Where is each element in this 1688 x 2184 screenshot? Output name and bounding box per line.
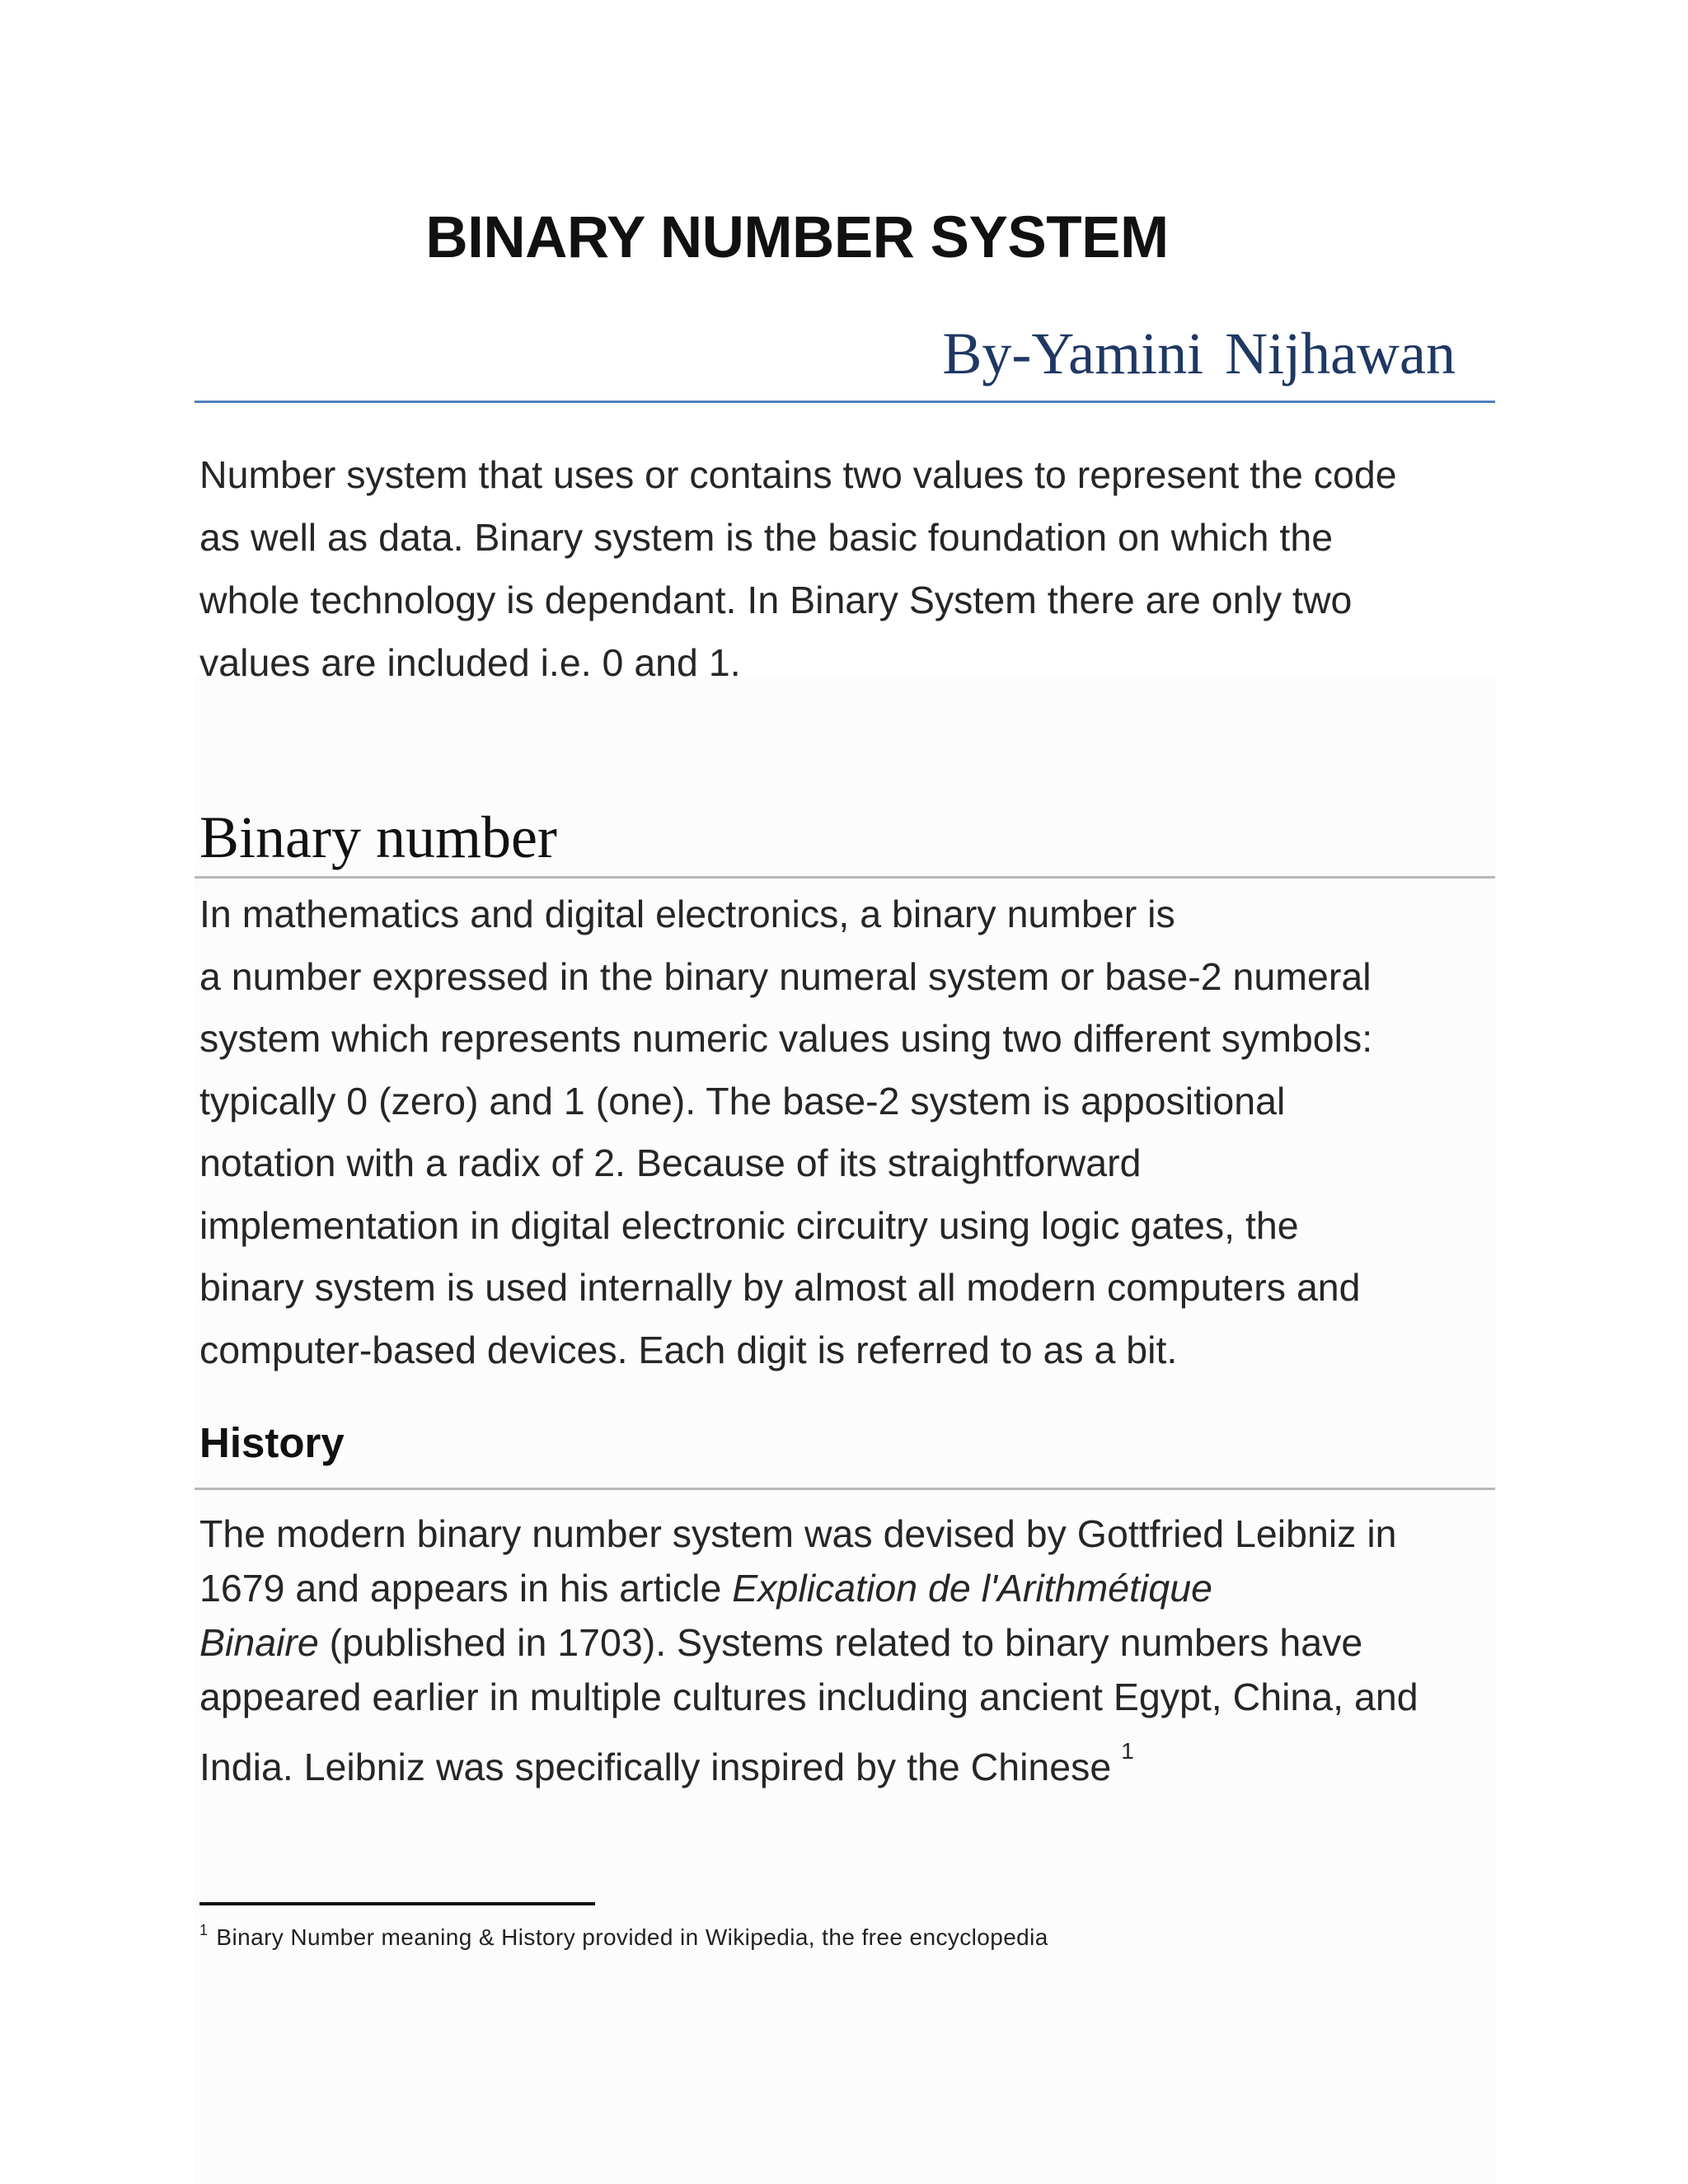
binary-line: notation with a radix of 2. Because of its straightforward [199, 1141, 1142, 1184]
footnote-separator [199, 1902, 595, 1905]
intro-line: values are included i.e. 0 and 1. [199, 641, 741, 684]
binary-line: In mathematics and digital electronics, a binary number is [199, 893, 1175, 935]
history-heading-divider [195, 1488, 1495, 1490]
history-line [199, 1561, 1418, 1615]
footnote-text: Binary Number meaning & History provided in Wikipedia, the free encyclopedia [216, 1924, 1048, 1950]
article-title-cont: Binaire [199, 1621, 319, 1664]
history-heading: History [199, 1419, 345, 1466]
binary-line: system which represents numeric values using two different symbols: [199, 1017, 1373, 1060]
intro-line: whole technology is dependant. In Binary System there are only two [199, 579, 1353, 621]
author-byline: By-Yamini Nijhawan [942, 321, 1456, 387]
footnote [199, 1922, 1048, 1951]
binary-line: a number expressed in the binary numeral system or base-2 numeral [199, 954, 1372, 998]
binary-number-paragraph [199, 883, 1372, 1381]
intro-line: Number system that uses or contains two values to represent the code [199, 453, 1397, 496]
intro-paragraph [199, 443, 1397, 694]
history-line [199, 1615, 1418, 1670]
history-text: India. Leibniz was specifically inspired by the Chinese [199, 1746, 1112, 1788]
intro-line: as well as data. Binary system is the basic foundation on which the [199, 516, 1334, 559]
document-title: BINARY NUMBER SYSTEM [425, 205, 1169, 270]
binary-number-heading: Binary number [199, 804, 557, 870]
footnote-reference[interactable]: 1 [1121, 1738, 1134, 1764]
binary-line: implementation in digital electronic circuitry using logic gates, the [199, 1203, 1299, 1247]
history-text: (published in 1703). Systems related to binary numbers have [318, 1621, 1363, 1664]
history-text: 1679 and appears in his article [199, 1567, 733, 1610]
binary-line: computer-based devices. Each digit is referred to as a bit. [199, 1328, 1178, 1371]
history-line [199, 1724, 1418, 1794]
history-paragraph [199, 1507, 1418, 1794]
binary-line: typically 0 (zero) and 1 (one). The base-2 system is appositional [199, 1079, 1286, 1122]
title-divider [195, 401, 1495, 403]
binary-heading-divider [195, 876, 1495, 879]
history-line: appeared earlier in multiple cultures including ancient Egypt, China, and [199, 1675, 1418, 1718]
footnote-number: 1 [199, 1922, 209, 1938]
history-line: The modern binary number system was devised by Gottfried Leibniz in [199, 1512, 1397, 1555]
binary-line: binary system is used internally by almost all modern computers and [199, 1266, 1361, 1309]
article-title: Explication de l'Arithmétique [732, 1567, 1212, 1610]
